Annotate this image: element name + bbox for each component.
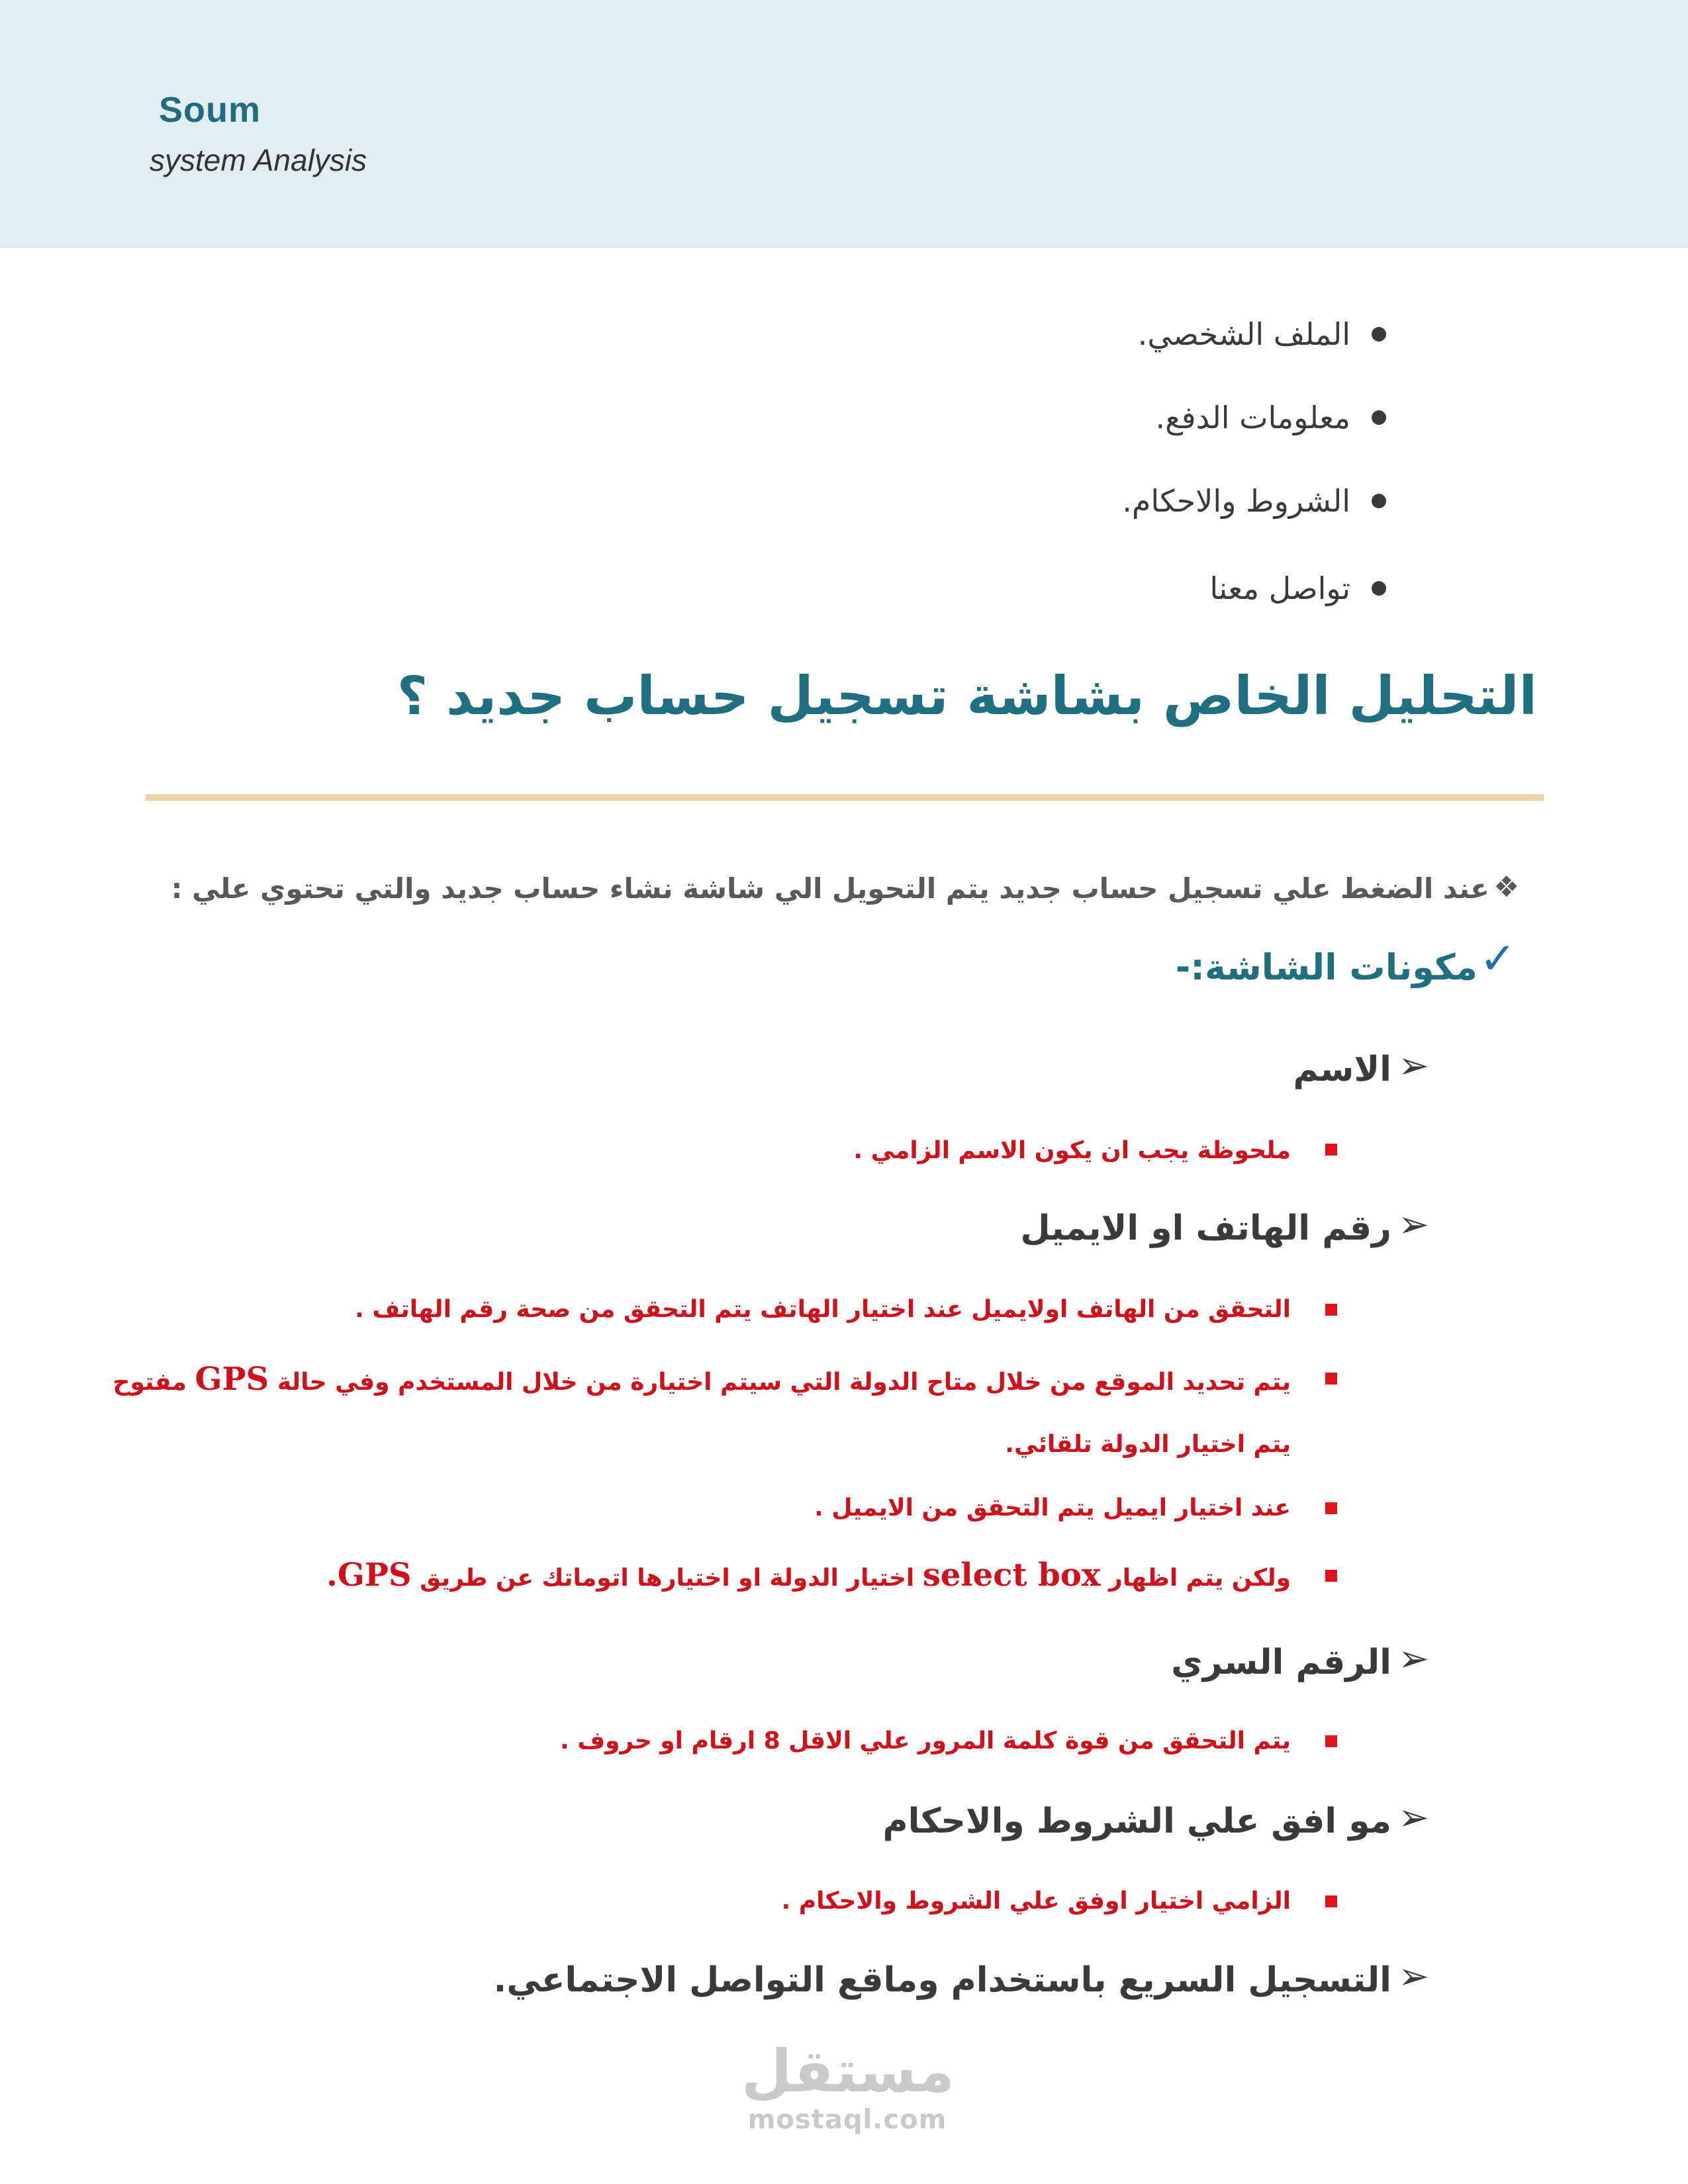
page-header xyxy=(0,0,1688,248)
arrow-bullet-icon: ➢ xyxy=(1398,1796,1429,1839)
arrow-bullet-icon: ➢ xyxy=(1398,1955,1429,1998)
arrow-bullet-icon: ➢ xyxy=(1398,1637,1429,1680)
selectbox-note xyxy=(326,1557,1291,1594)
title-divider xyxy=(146,794,1544,801)
arrow-bullet-icon: ➢ xyxy=(1398,1044,1429,1087)
phone-note-verify: التحقق من الهاتف اولايميل عند اختيار الهاتف يتم التحقق من صحة رقم الهاتف . xyxy=(355,1296,1291,1323)
name-note: ملحوظة يجب ان يكون الاسم الزامي . xyxy=(853,1137,1291,1164)
location-note-open: مفتوح xyxy=(113,1369,187,1396)
selectbox-note-text2: اختيار الدولة او اختيارها اتوماتك عن طريق xyxy=(420,1565,915,1592)
toc-item-terms: الشروط والاحكام. xyxy=(1122,483,1350,519)
bullet-dot-icon xyxy=(1372,327,1386,341)
selectbox-note-text: ولكن يتم اظهار xyxy=(1109,1565,1291,1592)
section-name-heading: الاسم xyxy=(1293,1050,1391,1089)
section-phone-heading: رقم الهاتف او الايميل xyxy=(1020,1208,1391,1248)
section-password-heading: الرقم السري xyxy=(1171,1643,1391,1682)
toc-item-profile: الملف الشخصي. xyxy=(1137,316,1350,352)
watermark-latin: mostaql.com xyxy=(747,2105,947,2135)
gps-label: GPS xyxy=(195,1361,269,1398)
email-note: عند اختيار ايميل يتم التحقق من الايميل . xyxy=(814,1494,1291,1522)
phone-note-location xyxy=(113,1361,1291,1398)
square-bullet-icon xyxy=(1325,1144,1337,1156)
bullet-dot-icon xyxy=(1372,410,1386,425)
password-note: يتم التحقق من قوة كلمة المرور علي الاقل 8 ارقام او حروف . xyxy=(560,1727,1291,1754)
square-bullet-icon xyxy=(1325,1570,1337,1582)
brand-name: Soum xyxy=(159,90,261,130)
components-heading: مكونات الشاشة:- xyxy=(1175,946,1477,988)
arrow-bullet-icon: ➢ xyxy=(1398,1203,1429,1246)
section-terms-heading: مو افق علي الشروط والاحكام xyxy=(882,1801,1391,1841)
square-bullet-icon xyxy=(1325,1735,1337,1747)
select-box-label: select box xyxy=(922,1557,1101,1594)
toc-item-contact: تواصل معنا xyxy=(1209,570,1350,606)
square-bullet-icon xyxy=(1325,1304,1337,1316)
phone-note-location-line2: يتم اختيار الدولة تلقائي. xyxy=(1005,1431,1291,1458)
square-bullet-icon xyxy=(1325,1502,1337,1514)
bullet-dot-icon xyxy=(1372,494,1386,508)
section-quick-heading: التسجيل السريع باستخدام وماقع التواصل الاجتماعي. xyxy=(493,1960,1391,2000)
checkmark-icon: ✓ xyxy=(1479,933,1517,984)
square-bullet-icon xyxy=(1325,1373,1337,1385)
document-subtitle: system Analysis xyxy=(150,143,367,177)
toc-item-payment: معلومات الدفع. xyxy=(1155,400,1350,435)
terms-note: الزامي اختيار اوفق علي الشروط والاحكام . xyxy=(781,1888,1291,1915)
gps-label: GPS. xyxy=(326,1557,412,1594)
intro-text: عند الضغط علي تسجيل حساب جديد يتم التحويل الي شاشة نشاء حساب جديد والتي تحتوي علي : xyxy=(171,872,1489,905)
square-bullet-icon xyxy=(1325,1895,1337,1907)
page-title: التحليل الخاص بشاشة تسجيل حساب جديد ؟ xyxy=(397,665,1537,727)
watermark-logo xyxy=(741,2038,953,2135)
watermark-arabic: مستقل xyxy=(741,2037,955,2105)
diamond-bullet-icon: ❖ xyxy=(1493,870,1520,904)
location-note-text: يتم تحديد الموقع من خلال متاح الدولة التي سيتم اختيارة من خلال المستخدم وفي حالة xyxy=(277,1369,1291,1396)
bullet-dot-icon xyxy=(1372,581,1386,596)
